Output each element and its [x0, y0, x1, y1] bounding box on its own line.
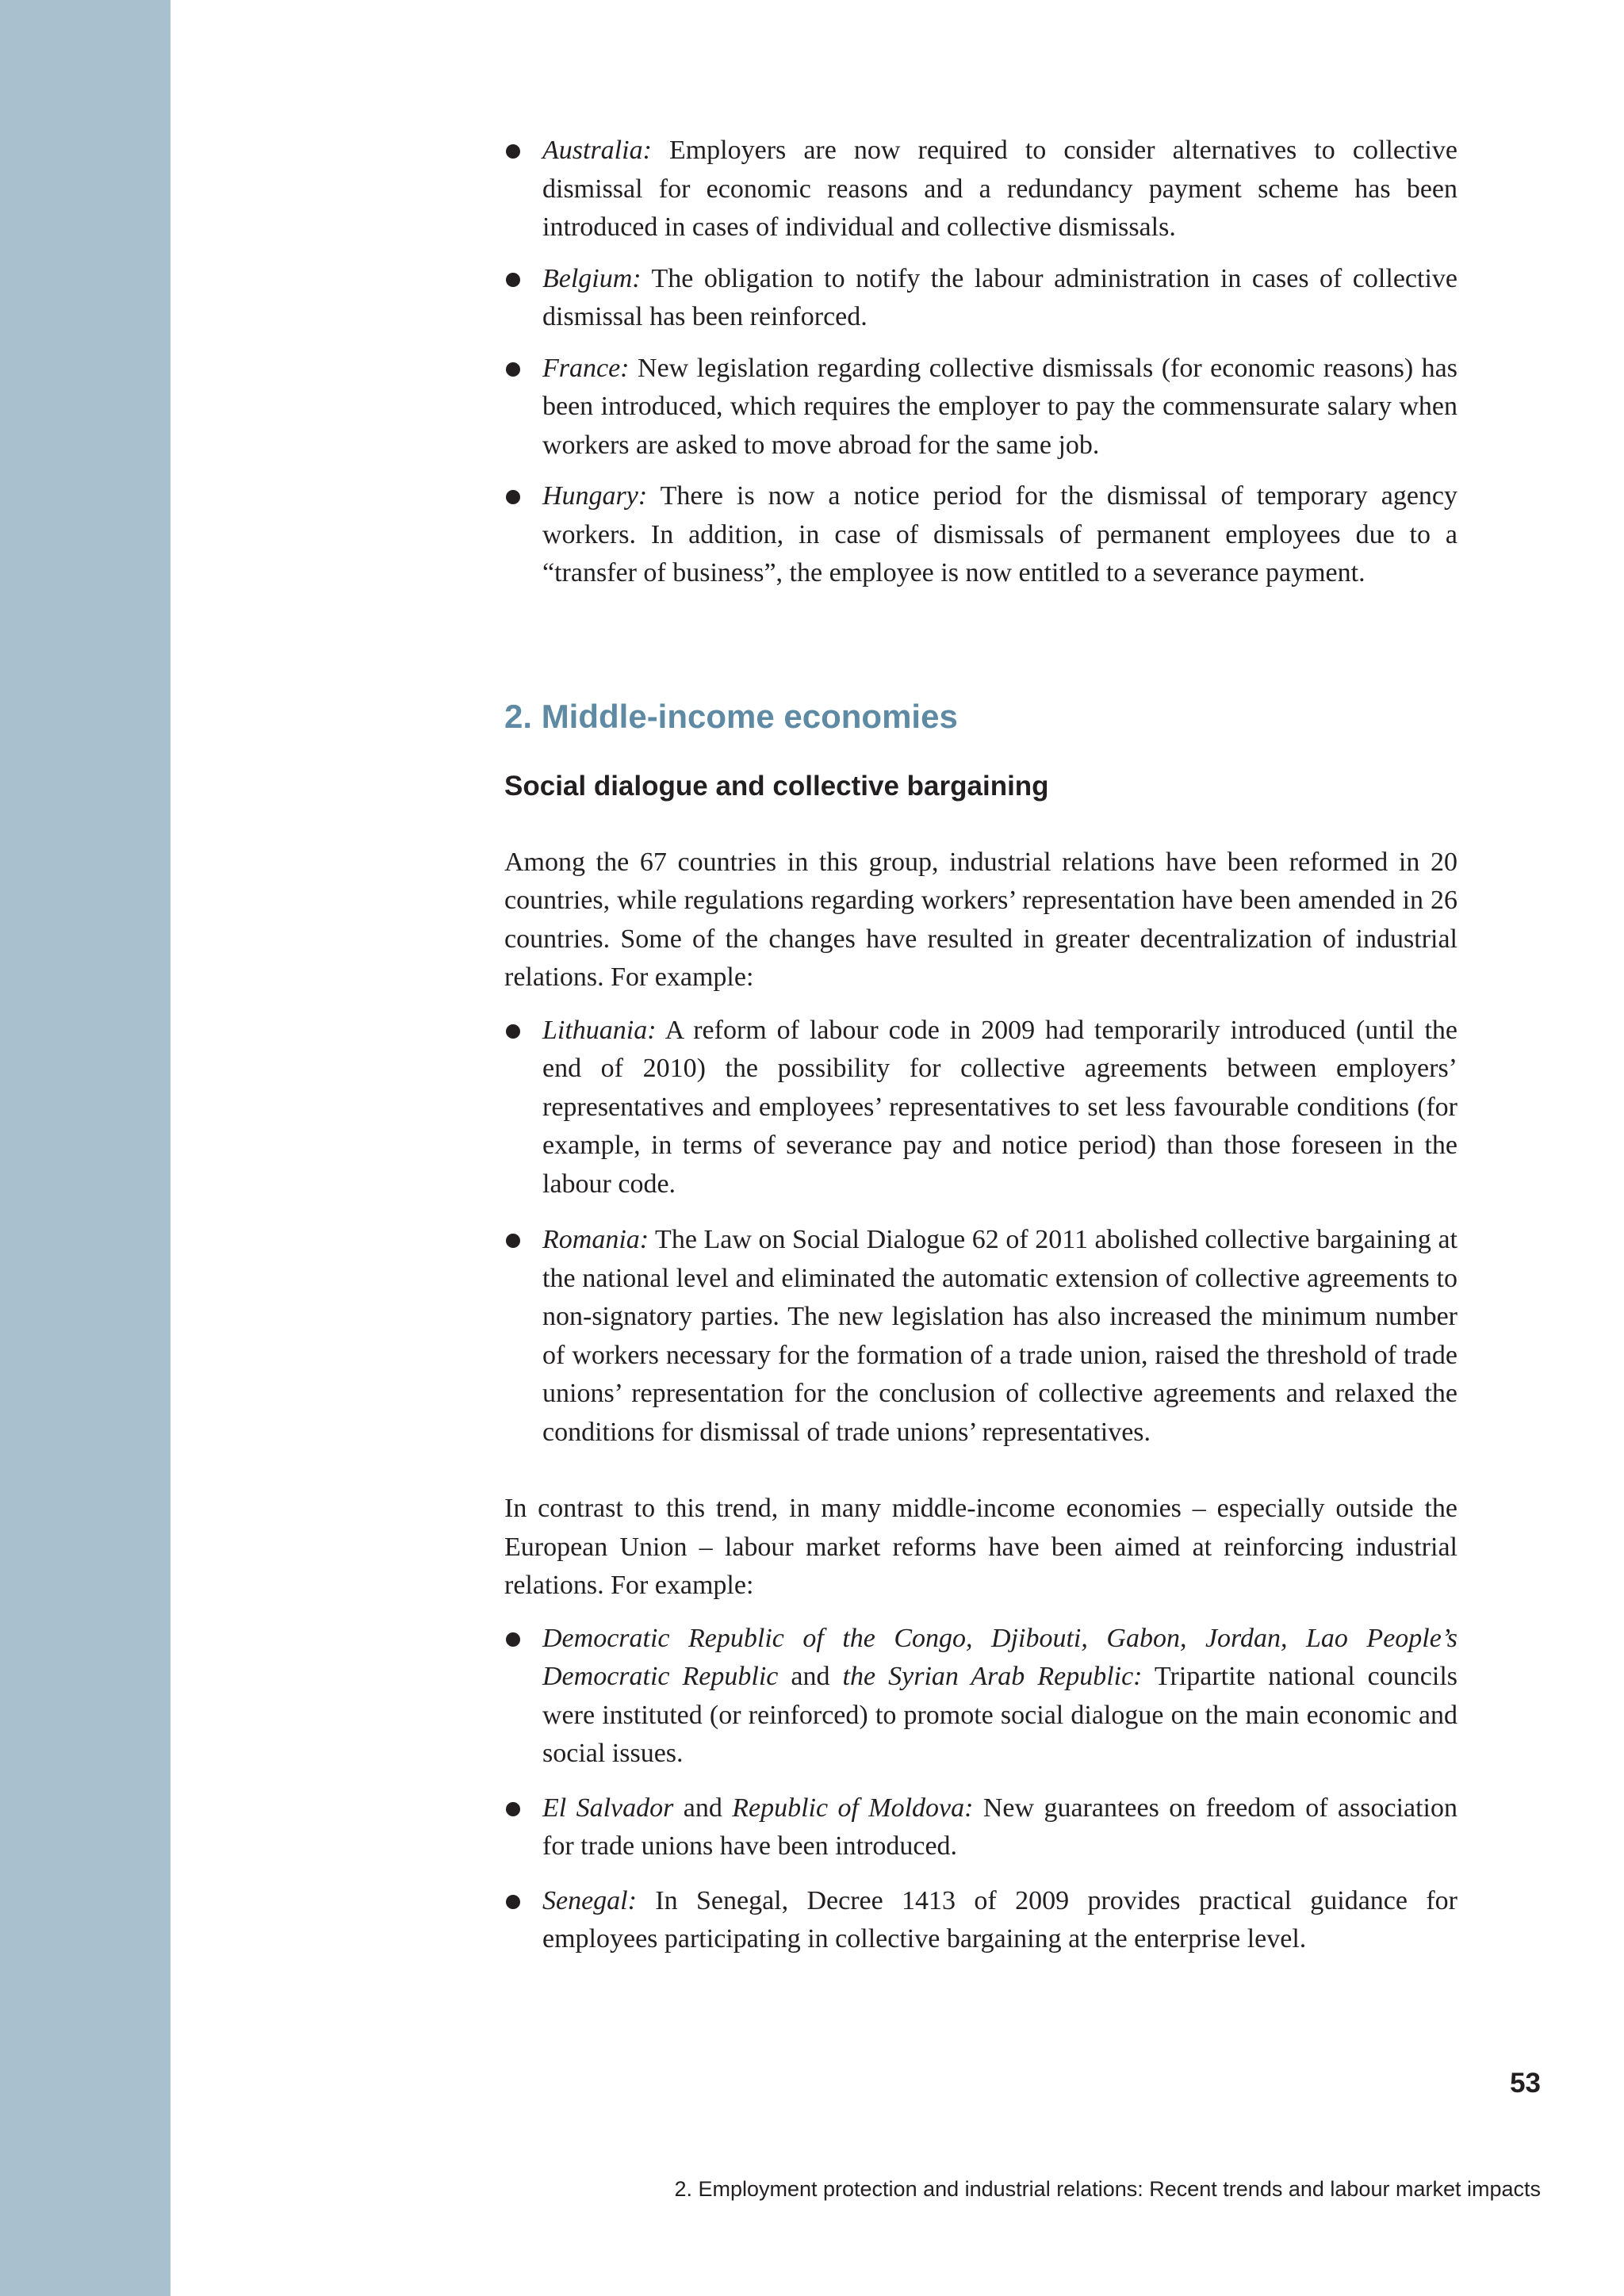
intro-paragraph: Among the 67 countries in this group, industrial relations have been reformed in 20 countries, while regulations regarding workers’ representation have been amended in 26 countries. Some of the changes have resulted in greater decentralization of industrial relations. For example: — [504, 847, 1457, 992]
top-bullet-list — [504, 132, 1457, 593]
list-item — [504, 1882, 1457, 1959]
list-item — [504, 260, 1457, 337]
country-name: Republic of Moldova: — [732, 1793, 974, 1823]
list-item-text: In Senegal, Decree 1413 of 2009 provides practical guidance for employees participating in collective bargaining at the enterprise level. — [542, 1885, 1457, 1954]
country-name: Romania: — [542, 1225, 649, 1254]
bullet-icon — [506, 1024, 520, 1039]
list-item-text: The obligation to notify the labour administration in cases of collective dismissal has been reinforced. — [542, 263, 1457, 331]
country-name: Hungary: — [542, 481, 648, 511]
list-item — [504, 350, 1457, 465]
bullet-icon — [506, 273, 520, 287]
contrast-paragraph: In contrast to this trend, in many middle-income economies – especially outside the European Union – labour market reforms have been aimed at reinforcing industrial relations. For example: — [504, 1494, 1457, 1600]
bullet-icon — [506, 1895, 520, 1909]
list-item-text: The Law on Social Dialogue 62 of 2011 abolished collective bargaining at the national level and eliminated the automatic extension of collective agreements to non-signatory parties. The new legislation has also increased the minimum number of workers necessary for the formation of a trade union, raised the threshold of trade unions’ representation for the conclusion of collective agreements and relaxed the conditions for dismissal of trade unions’ representatives. — [542, 1225, 1457, 1447]
list-item — [504, 1221, 1457, 1452]
list-item-text: There is now a notice period for the dismissal of temporary agency workers. In addition, in case of dismissals of permanent employees due to a “transfer of business”, the employee is now entitled to a severance payment. — [542, 481, 1457, 587]
list-item — [504, 132, 1457, 247]
list-item — [504, 1012, 1457, 1204]
bullet-icon — [506, 144, 520, 159]
country-name: Australia: — [542, 136, 652, 165]
country-name: Democratic Republic of the Congo, Djibouti, Gabon, Jordan, Lao People’s Democratic Republic — [542, 1623, 1457, 1691]
country-name: Lithuania: — [542, 1015, 657, 1045]
bullet-icon — [506, 1632, 520, 1647]
list-item-text: New legislation regarding collective dismissals (for economic reasons) has been introduced, which requires the employer to pay the commensurate salary when workers are asked to move abroad for the same job. — [542, 353, 1457, 460]
list-item — [504, 1620, 1457, 1774]
running-footer: 2. Employment protection and industrial relations: Recent trends and labour market impacts — [674, 2177, 1541, 2201]
list-item — [504, 1789, 1457, 1866]
bullet-icon — [506, 362, 520, 377]
country-name: the Syrian Arab Republic: — [842, 1662, 1143, 1691]
section-heading: 2. Middle-income economies — [504, 697, 958, 735]
conjunction: and — [778, 1662, 843, 1691]
subheading: Social dialogue and collective bargaining — [504, 770, 1049, 802]
list-item-text: Tripartite national councils were instituted (or reinforced) to promote social dialogue on the main economic and social issues. — [542, 1662, 1457, 1768]
conjunction: and — [673, 1793, 733, 1823]
list-item-text: A reform of labour code in 2009 had temporarily introduced (until the end of 2010) the possibility for collective agreements between employers’ representatives and employees’ representatives to set less favourable conditions (for example, in terms of severance pay and notice period) than those foreseen in the labour code. — [542, 1015, 1457, 1199]
bullet-icon — [506, 490, 520, 504]
country-name: El Salvador — [542, 1793, 674, 1823]
country-name: Senegal: — [542, 1885, 637, 1915]
page-number: 53 — [1510, 2068, 1541, 2099]
country-name: Belgium: — [542, 263, 642, 293]
bottom-bullet-list — [504, 1620, 1457, 1959]
middle-bullet-list — [504, 1012, 1457, 1452]
list-item — [504, 477, 1457, 593]
list-item-text: Employers are now required to consider alternatives to collective dismissal for economic reasons and a redundancy payment scheme has been introduced in cases of individual and collective dismissals. — [542, 136, 1457, 242]
bullet-icon — [506, 1234, 520, 1248]
page-content — [504, 132, 1457, 1972]
left-color-band — [0, 0, 170, 2296]
country-name: France: — [542, 353, 630, 383]
list-item-text: New guarantees on freedom of association for trade unions have been introduced. — [542, 1793, 1458, 1861]
bullet-icon — [506, 1802, 520, 1816]
